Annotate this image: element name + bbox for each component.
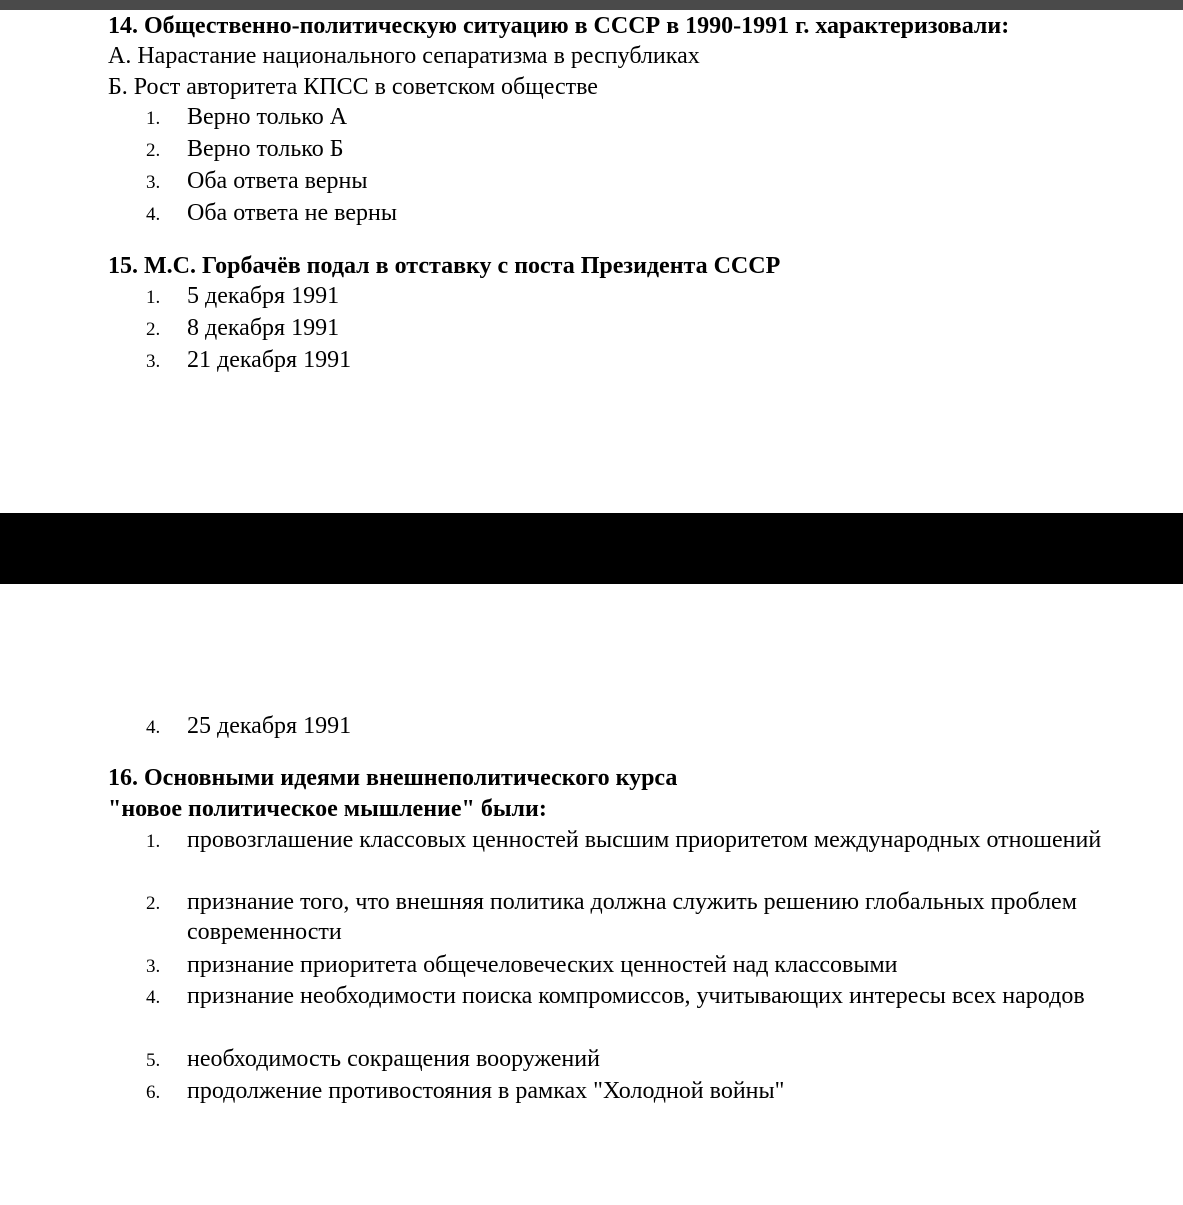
option-text: необходимость сокращения вооружений: [187, 1046, 600, 1072]
option-text: 25 декабря 1991: [187, 713, 352, 739]
option-number: 6.: [146, 1082, 161, 1103]
option-number: 4.: [146, 987, 161, 1008]
option-number: 1.: [146, 831, 161, 852]
option-number: 3.: [146, 172, 161, 193]
option-text: Верно только Б: [187, 136, 344, 162]
option-number: 3.: [146, 956, 161, 977]
option-number: 2.: [146, 140, 161, 161]
option-text: признание приоритета общечеловеческих ценностей над классовыми: [187, 952, 898, 978]
option-number: 3.: [146, 351, 161, 372]
option-number: 1.: [146, 108, 161, 129]
question-16-title-line-2: "новое политическое мышление" были:: [108, 796, 547, 822]
question-14-statement-a: А. Нарастание национального сепаратизма в республиках: [108, 43, 700, 69]
option-number: 2.: [146, 319, 161, 340]
option-text: признание необходимости поиска компромиссов, учитывающих интересы всех народов: [187, 983, 1085, 1009]
option-text: признание того, что внешняя политика должна служить решению глобальных проблем современности: [187, 889, 1077, 945]
option-text: 21 декабря 1991: [187, 347, 352, 373]
option-text: продолжение противостояния в рамках "Холодной войны": [187, 1078, 785, 1104]
option-text: 5 декабря 1991: [187, 283, 340, 309]
option-number: 4.: [146, 204, 161, 225]
viewer-top-bar: [0, 0, 1183, 10]
option-text: провозглашение классовых ценностей высшим приоритетом международных отношений: [187, 827, 1102, 853]
question-15-title: 15. М.С. Горбачёв подал в отставку с поста Президента СССР: [108, 253, 781, 279]
question-16-title-line-1: 16. Основными идеями внешнеполитического курса: [108, 765, 678, 791]
option-text: Оба ответа верны: [187, 168, 368, 194]
question-14-statement-b: Б. Рост авторитета КПСС в советском обществе: [108, 74, 598, 100]
question-14-title: 14. Общественно-политическую ситуацию в СССР в 1990-1991 г. характеризовали:: [108, 13, 1010, 39]
option-number: 1.: [146, 287, 161, 308]
option-text: Верно только А: [187, 104, 348, 130]
option-number: 4.: [146, 717, 161, 738]
option-text: Оба ответа не верны: [187, 200, 397, 226]
option-number: 2.: [146, 893, 161, 914]
option-text: 8 декабря 1991: [187, 315, 340, 341]
page-separator: [0, 513, 1183, 584]
option-number: 5.: [146, 1050, 161, 1071]
